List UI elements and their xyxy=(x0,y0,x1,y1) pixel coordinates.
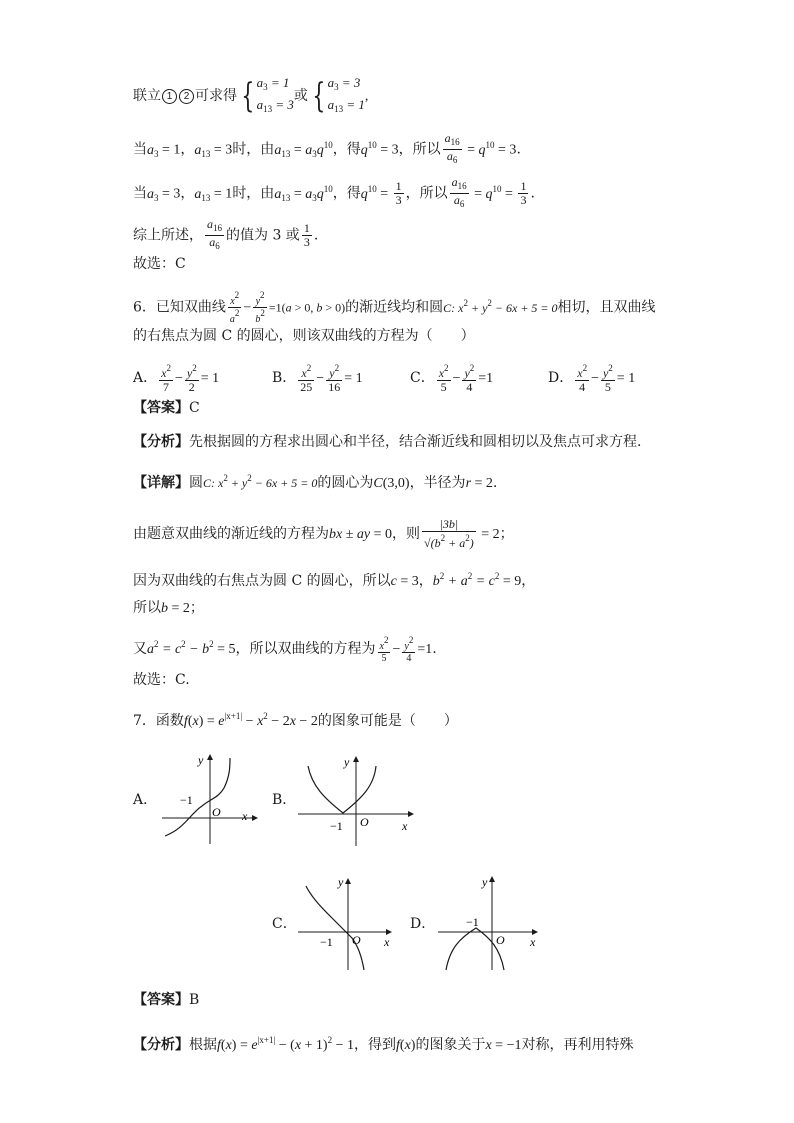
text: ， xyxy=(418,573,433,589)
text: 又 xyxy=(133,641,147,657)
q7-answer xyxy=(133,990,199,1010)
fraction: $\frac{y^2}{4}$ xyxy=(404,634,414,664)
q6-step3: 所以b = 2； xyxy=(133,600,204,616)
text: 对称，再利用特殊 xyxy=(521,1037,634,1053)
answer-value: B xyxy=(189,992,200,1008)
text: ； xyxy=(189,600,204,616)
q6-option-d[interactable]: D． $\frac{x^2}{4}$ − $\frac{y^2}{5}$ = 1 xyxy=(548,363,636,394)
text: 的渐近线均和圆 xyxy=(345,299,444,316)
option-label: D． xyxy=(548,370,574,386)
text: ，半径为 xyxy=(409,475,466,491)
origin-label: O xyxy=(496,933,505,947)
fraction: $\frac{a_{16}}{a_6}$ xyxy=(451,175,467,209)
q6-stem-line1: 6．已知双曲线 $\frac{x^2}{a^2}$ − $\frac{y^2}{b^2}$ =1(a > 0, b > 0)的渐近线均和圆C: $x^2 + y^2 - 6x + 5 = 0$相切，且双曲线 xyxy=(133,290,656,325)
text: 或 xyxy=(293,88,308,104)
m1-label: −1 xyxy=(180,793,193,807)
text: 根据 xyxy=(189,1037,217,1053)
text: 6．已知双曲线 xyxy=(133,299,226,316)
q6-stem-line2: 的右焦点为圆 C 的圆心，则该双曲线的方程为（ ） xyxy=(133,328,475,344)
q6-option-a[interactable]: A． $\frac{x^2}{7}$ − $\frac{y^2}{2}$ = 1 xyxy=(133,363,220,394)
text: . xyxy=(432,641,437,657)
text: ， xyxy=(180,141,195,158)
text: 的图象可能是（ ） xyxy=(317,713,458,729)
origin-label: O xyxy=(212,805,221,819)
analysis-text: 先根据圆的方程求出圆心和半径，结合渐近线和圆相切以及焦点可求方程. xyxy=(189,434,642,450)
fraction: $\frac{1}{3}$ xyxy=(520,179,527,207)
brace: { xyxy=(241,76,255,116)
text: 综上所述， xyxy=(133,227,203,244)
fraction: $\frac{y^2}{16}$ xyxy=(328,363,341,394)
q7-stem: 7．函数$f(x) = e^{|x+1|} - x^2 - 2x - 2$的图象可能是（ ） xyxy=(133,711,458,729)
fraction: $\frac{y^2}{5}$ xyxy=(602,363,613,394)
fraction: $\frac{1}{3}$ xyxy=(303,221,310,249)
fraction: $\frac{x^2}{a^2}$ xyxy=(229,290,240,325)
q7-option-b-label[interactable]: B． xyxy=(272,792,297,808)
text: ，得 xyxy=(332,141,361,158)
brace: { xyxy=(312,76,326,116)
y-label: y xyxy=(344,755,350,769)
fraction: $\frac{x^2}{7}$ xyxy=(161,363,171,394)
text: . xyxy=(516,141,521,158)
q6-answer xyxy=(133,398,200,418)
m1-label: −1 xyxy=(330,819,343,833)
option-label: C． xyxy=(410,370,435,386)
text: 的图象关于 xyxy=(415,1037,486,1053)
y-arrow xyxy=(353,756,359,762)
y-label: y xyxy=(198,753,204,767)
q6-detail: 【详解】圆C: $x^2 + y^2 - 6x + 5 = 0$的圆心为C(3,0)，半径为r = 2. xyxy=(133,473,498,491)
text: ， xyxy=(521,573,536,589)
joint-line: 联立 1 2 可求得 { $a_3 = 1$ $a_{13} = 3$ 或 { $a_3 = 3$ $a_{13} = 1$ , xyxy=(133,75,369,116)
q7-option-c-label[interactable]: C． xyxy=(272,916,297,932)
system-2: $a_3 = 3$ $a_{13} = 1$ xyxy=(327,75,365,114)
summary-line xyxy=(133,218,318,253)
text: 圆 xyxy=(189,475,203,491)
system-1: $a_3 = 1$ $a_{13} = 3$ xyxy=(256,75,294,114)
q6-step2: 因为双曲线的右焦点为圆 C 的圆心，所以c = 3，$b^2 + a^2 = c^2 = 9$， xyxy=(133,571,536,589)
fraction: $\frac{y^2}{2}$ xyxy=(186,363,197,394)
answer-value: C xyxy=(189,400,200,416)
text: 时，由 xyxy=(232,141,275,158)
q7-option-a-label[interactable]: A． xyxy=(133,792,158,808)
fraction: $\frac{1}{3}$ xyxy=(395,179,402,207)
fraction: $\frac{x^2}{5}$ xyxy=(438,363,449,394)
circled-1: 1 xyxy=(162,89,177,104)
fraction: $\frac{x^2}{5}$ xyxy=(379,634,389,664)
y-label: y xyxy=(482,875,488,889)
m1-label: −1 xyxy=(466,915,479,929)
curve xyxy=(306,886,364,970)
answer-tag: 【答案】 xyxy=(133,400,189,416)
text: ，所以 xyxy=(405,185,448,202)
q6-step1: 由题意双曲线的渐近线的方程为bx ± ay = 0，则 $\frac{|3b|}{√(b^2 + a^2)}$ = 2； xyxy=(133,517,514,550)
q6-option-b[interactable]: B． $\frac{x^2}{25}$ − $\frac{y^2}{16}$ = 1 xyxy=(272,363,363,394)
text: ，所以 xyxy=(398,141,441,158)
text: 7．函数 xyxy=(133,713,184,729)
text: . xyxy=(492,475,498,491)
q7-graph-a[interactable] xyxy=(160,748,260,848)
text: 可求得 xyxy=(195,88,237,104)
origin-label: O xyxy=(360,815,369,829)
fraction: $\frac{y^2}{b^2}$ xyxy=(255,290,265,325)
x-label: x xyxy=(530,935,536,949)
text: 的圆心为 xyxy=(317,475,374,491)
y-arrow xyxy=(207,754,213,760)
text: 相切，且双曲线 xyxy=(557,299,656,316)
fraction: $\frac{x^2}{25}$ xyxy=(300,363,313,394)
q7-analysis: 【分析】根据$f(x) = e^{|x+1|} - (x + 1)^2 - 1$，得到f(x)的图象关于x = −1对称，再利用特殊 xyxy=(133,1035,634,1053)
text: . xyxy=(313,227,319,244)
q6-choice: 故选：C. xyxy=(133,672,190,688)
text: 当 xyxy=(133,141,147,158)
text: 的值为 3 或 xyxy=(226,227,300,244)
x-label: x xyxy=(242,809,248,823)
text: ，得 xyxy=(332,185,361,202)
text: 所以 xyxy=(133,600,161,616)
q7-graph-b[interactable] xyxy=(296,752,420,848)
fraction: $\frac{x^2}{4}$ xyxy=(577,363,588,394)
q7-graph-c[interactable] xyxy=(296,872,400,972)
text: 由题意双曲线的渐近线的方程为 xyxy=(133,526,329,542)
text: ； xyxy=(499,526,514,542)
detail-tag: 【详解】 xyxy=(133,475,189,491)
text: 联立 xyxy=(133,88,161,104)
x-label: x xyxy=(384,935,390,949)
circled-2: 2 xyxy=(179,89,194,104)
text: ，得到 xyxy=(354,1037,396,1053)
case1-line: 当$a_3 = 1$，$a_{13} = 3$时，由$a_{13} = a_3q^{10}$，得$q^{10} = 3$，所以 $\frac{a_{16}}{a_6}$ = $q^{10} = 3$. xyxy=(133,131,521,165)
y-label: y xyxy=(338,875,344,889)
text: ，所以双曲线的方程为 xyxy=(235,641,376,657)
fraction: $\frac{|3b|}{√(b^2 + a^2)}$ xyxy=(424,517,474,550)
fraction: $\frac{a_{16}}{a_6}$ xyxy=(444,131,460,165)
q7-graph-d[interactable] xyxy=(436,872,544,972)
fraction: $\frac{y^2}{4}$ xyxy=(464,363,475,394)
analysis-tag: 【分析】 xyxy=(133,434,189,450)
x-label: x xyxy=(402,819,408,833)
q6-analysis xyxy=(133,432,641,452)
x-arrow xyxy=(252,815,258,821)
case2-line: 当$a_3 = 3$，$a_{13} = 1$时，由$a_{13} = a_3q^{10}$，得$q^{10}$ = $\frac{1}{3}$ ，所以 $\frac{a_{16}}{a_6}$ = $q^{10}$ = $\frac{1}{3}$ . xyxy=(133,175,535,209)
curve xyxy=(308,766,376,813)
option-label: B． xyxy=(272,370,297,386)
text: ，则 xyxy=(392,526,421,542)
q6-option-c[interactable]: C． $\frac{x^2}{5}$ − $\frac{y^2}{4}$ =1 xyxy=(410,363,494,394)
option-label: A． xyxy=(133,370,158,386)
y-arrow xyxy=(489,876,495,882)
q7-option-d-label[interactable]: D． xyxy=(410,916,436,932)
text: 时，由 xyxy=(232,185,275,202)
q6-step4: 又$a^2 = c^2 - b^2 = 5$，所以双曲线的方程为 $\frac{x^2}{5}$ − $\frac{y^2}{4}$ =1. xyxy=(133,634,437,664)
answer-tag: 【答案】 xyxy=(133,992,189,1008)
text: . xyxy=(530,185,535,202)
m1-label: −1 xyxy=(320,935,333,949)
x-arrow xyxy=(408,811,414,817)
y-arrow xyxy=(345,878,351,884)
origin-label: O xyxy=(352,933,361,947)
text: 当 xyxy=(133,185,147,202)
choice-5: 故选：C xyxy=(133,256,186,272)
analysis-tag: 【分析】 xyxy=(133,1037,189,1053)
fraction: $\frac{a_{16}}{a_6}$ xyxy=(207,217,222,251)
text: 因为双曲线的右焦点为圆 C 的圆心，所以 xyxy=(133,573,391,589)
curve xyxy=(165,758,230,836)
text: ， xyxy=(180,185,195,202)
